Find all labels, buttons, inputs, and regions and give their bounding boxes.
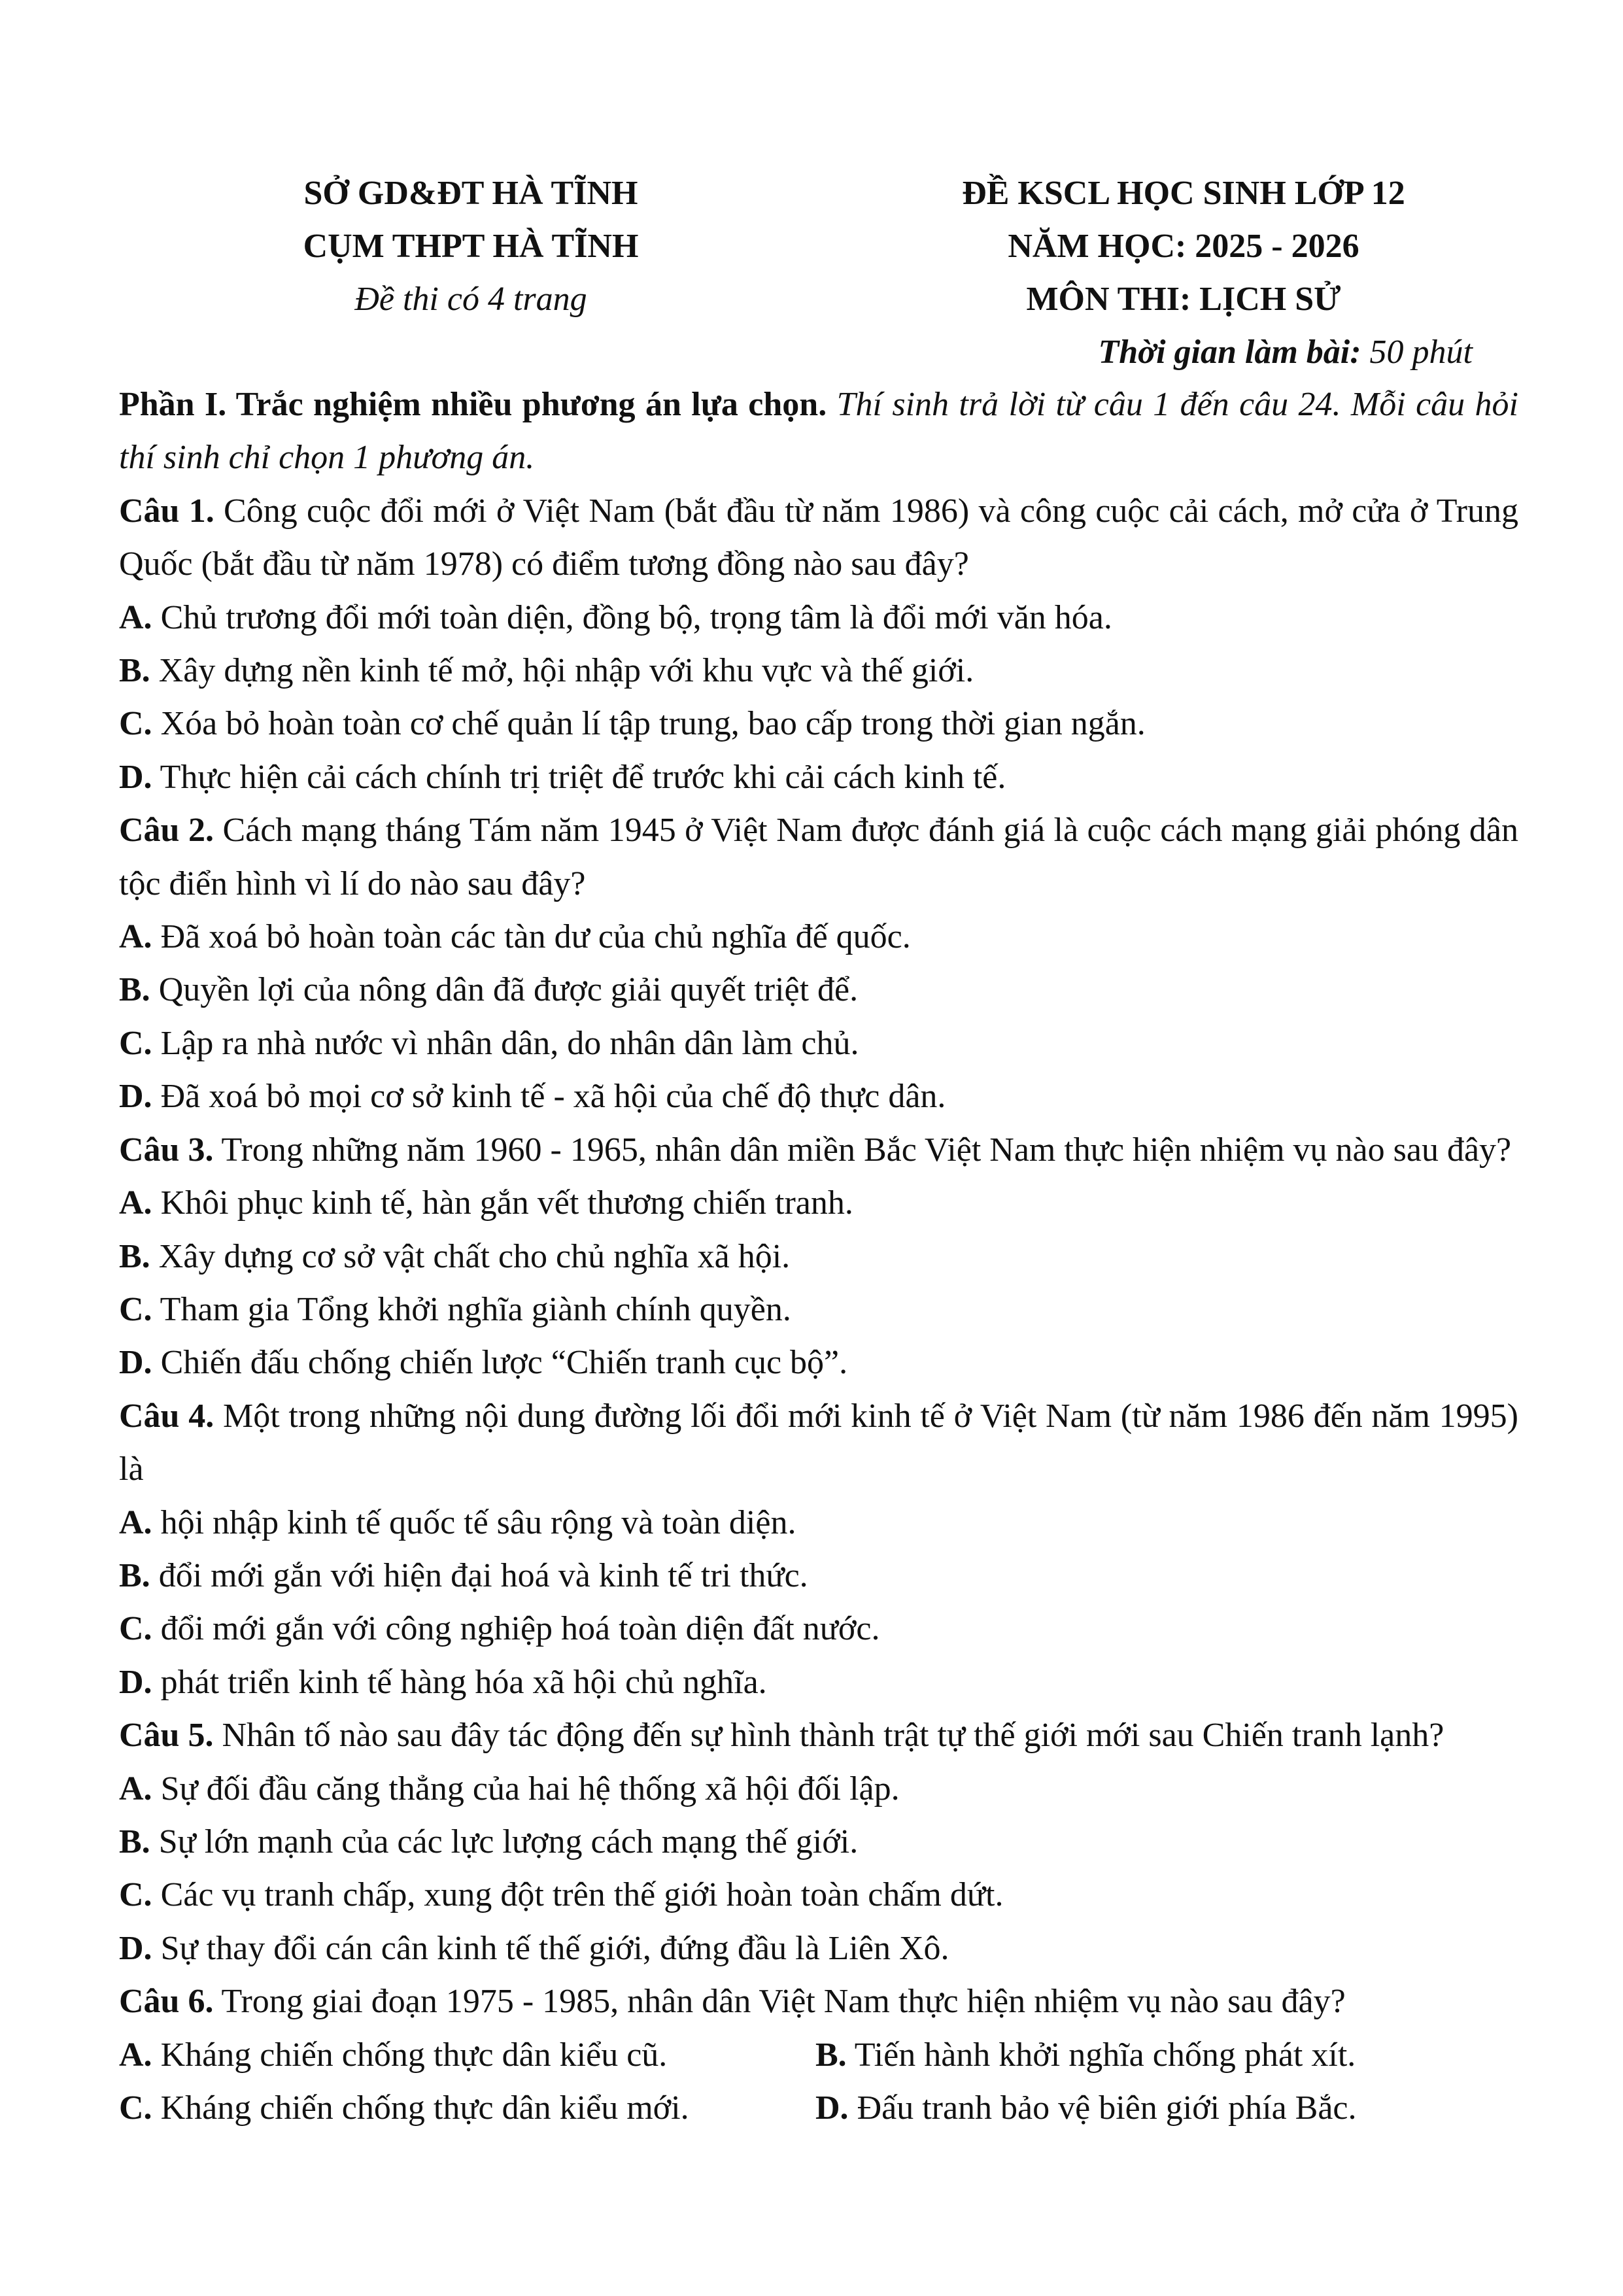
time-value: 50 phút [1361, 334, 1473, 371]
option-a [119, 910, 1518, 963]
part1-title: Phần I. Trắc nghiệm nhiều phương án lựa chọn. [119, 386, 827, 423]
question-label: Câu 1. [119, 492, 214, 530]
option-text: Các vụ tranh chấp, xung đột trên thế giới hoàn toàn chấm dứt. [152, 1876, 1004, 1914]
header-left [216, 167, 726, 326]
question-text: Nhân tố nào sau đây tác động đến sự hình thành trật tự thế giới mới sau Chiến tranh lạnh? [213, 1717, 1444, 1755]
question-label: Câu 5. [119, 1717, 214, 1755]
question-text: Cách mạng tháng Tám năm 1945 ở Việt Nam được đánh giá là cuộc cách mạng giải phóng dân tộc điển hình vì lí do nào sau đây? [119, 812, 1518, 902]
option-label: C. [119, 1024, 152, 1062]
part1-instruction: Thí sinh trả lời từ câu 1 đến câu 24. Mỗi câu hỏi thí sinh chỉ chọn 1 phương án. [119, 386, 1518, 477]
option-a [119, 1762, 1518, 1815]
options-row-cd [119, 2082, 1518, 2134]
option-c [119, 2082, 815, 2134]
question-5 [119, 1709, 1518, 1762]
option-label: C. [119, 1290, 152, 1328]
option-text: Sự lớn mạnh của các lực lượng cách mạng thế giới. [150, 1823, 859, 1860]
option-text: Chủ trương đổi mới toàn diện, đồng bộ, trọng tâm là đổi mới văn hóa. [152, 598, 1112, 636]
option-label: A. [119, 1184, 152, 1222]
option-d [815, 2082, 1357, 2134]
question-label: Câu 3. [119, 1131, 214, 1169]
option-text: Sự đối đầu căng thẳng của hai hệ thống xã hội đối lập. [152, 1770, 900, 1808]
question-2 [119, 804, 1518, 910]
option-label: D. [119, 1929, 152, 1967]
option-text: Thực hiện cải cách chính trị triệt để trước khi cải cách kinh tế. [152, 758, 1006, 796]
option-text: Đã xoá bỏ mọi cơ sở kinh tế - xã hội của chế độ thực dân. [152, 1078, 946, 1116]
option-label: B. [119, 971, 150, 1009]
subject: MÔN THI: LỊCH SỬ [1026, 281, 1341, 318]
option-b [119, 1230, 1518, 1283]
option-b [119, 644, 1518, 697]
option-text: Đấu tranh bảo vệ biên giới phía Bắc. [848, 2089, 1357, 2127]
exam-content [119, 378, 1518, 2134]
option-b [119, 963, 1518, 1016]
option-text: phát triển kinh tế hàng hóa xã hội chủ nghĩa. [152, 1663, 767, 1701]
option-label: B. [815, 2036, 847, 2074]
option-label: D. [119, 1344, 152, 1382]
option-a [119, 591, 1518, 644]
part1-heading [119, 378, 1518, 485]
option-d [119, 751, 1518, 804]
option-text: Khôi phục kinh tế, hàn gắn vết thương chiến tranh. [152, 1184, 853, 1222]
option-a [119, 1176, 1518, 1229]
option-text: Tiến hành khởi nghĩa chống phát xít. [846, 2036, 1356, 2074]
question-text: Trong giai đoạn 1975 - 1985, nhân dân Việt Nam thực hiện nhiệm vụ nào sau đây? [213, 1983, 1346, 2021]
option-text: Đã xoá bỏ hoàn toàn các tàn dư của chủ nghĩa đế quốc. [152, 918, 911, 956]
option-text: Tham gia Tổng khởi nghĩa giành chính quyền. [152, 1290, 791, 1328]
option-label: B. [119, 1556, 150, 1594]
option-d [119, 1656, 1518, 1709]
option-c [119, 697, 1518, 750]
option-text: Lập ra nhà nước vì nhân dân, do nhân dân làm chủ. [152, 1024, 859, 1062]
option-label: B. [119, 652, 150, 690]
option-label: D. [119, 1078, 152, 1116]
option-label: A. [119, 2036, 152, 2074]
option-label: D. [815, 2089, 849, 2127]
pages-note: Đề thi có 4 trang [354, 281, 587, 318]
exam-title: ĐỀ KSCL HỌC SINH LỚP 12 [962, 175, 1405, 212]
option-label: A. [119, 1770, 152, 1808]
option-text: đổi mới gắn với hiện đại hoá và kinh tế tri thức. [150, 1556, 808, 1594]
option-text: Chiến đấu chống chiến lược “Chiến tranh cục bộ”. [152, 1344, 848, 1382]
option-label: B. [119, 1823, 150, 1860]
question-3 [119, 1123, 1518, 1176]
option-text: Sự thay đổi cán cân kinh tế thế giới, đứng đầu là Liên Xô. [152, 1929, 949, 1967]
option-text: hội nhập kinh tế quốc tế sâu rộng và toàn diện. [152, 1503, 796, 1541]
option-a [119, 2029, 815, 2082]
option-label: D. [119, 1663, 152, 1701]
option-d [119, 1336, 1518, 1389]
time-label: Thời gian làm bài: [1098, 334, 1361, 371]
school-cluster: CỤM THPT HÀ TĨNH [303, 228, 639, 265]
option-label: C. [119, 705, 152, 743]
question-text: Công cuộc đổi mới ở Việt Nam (bắt đầu từ năm 1986) và công cuộc cải cách, mở cửa ở Trung Quốc (bắt đầu từ năm 1978) có điểm tương đồng nào sau đây? [119, 492, 1518, 583]
option-text: Xóa bỏ hoàn toàn cơ chế quản lí tập trung, bao cấp trong thời gian ngắn. [152, 705, 1146, 743]
option-label: C. [119, 2089, 152, 2127]
option-text: đổi mới gắn với công nghiệp hoá toàn diện đất nước. [152, 1610, 880, 1648]
option-d [119, 1070, 1518, 1123]
option-label: D. [119, 758, 152, 796]
time-limit [863, 326, 1504, 379]
option-text: Kháng chiến chống thực dân kiểu mới. [152, 2089, 689, 2127]
question-text: Một trong những nội dung đường lối đổi mới kinh tế ở Việt Nam (từ năm 1986 đến năm 1995) là [119, 1397, 1518, 1488]
option-text: Xây dựng cơ sở vật chất cho chủ nghĩa xã hội. [150, 1237, 791, 1275]
school-year: NĂM HỌC: 2025 - 2026 [1008, 228, 1359, 265]
option-b [815, 2029, 1356, 2082]
option-c [119, 1017, 1518, 1070]
question-6 [119, 1975, 1518, 2028]
option-label: A. [119, 1503, 152, 1541]
option-label: B. [119, 1237, 150, 1275]
option-label: A. [119, 918, 152, 956]
question-4 [119, 1390, 1518, 1496]
question-label: Câu 2. [119, 812, 214, 849]
option-text: Kháng chiến chống thực dân kiểu cũ. [152, 2036, 668, 2074]
option-d [119, 1922, 1518, 1975]
option-c [119, 1868, 1518, 1921]
question-label: Câu 4. [119, 1397, 214, 1435]
question-text: Trong những năm 1960 - 1965, nhân dân miền Bắc Việt Nam thực hiện nhiệm vụ nào sau đây? [213, 1131, 1512, 1169]
exam-header [0, 167, 1623, 376]
header-right [863, 167, 1504, 379]
option-b [119, 1815, 1518, 1868]
department-name: SỞ GD&ĐT HÀ TĨNH [303, 175, 638, 212]
option-label: C. [119, 1876, 152, 1914]
options-row-ab [119, 2029, 1518, 2082]
option-label: C. [119, 1610, 152, 1648]
option-a [119, 1496, 1518, 1549]
option-c [119, 1283, 1518, 1336]
option-c [119, 1602, 1518, 1655]
question-label: Câu 6. [119, 1983, 214, 2021]
option-b [119, 1549, 1518, 1602]
option-text: Quyền lợi của nông dân đã được giải quyết triệt để. [150, 971, 859, 1009]
option-text: Xây dựng nền kinh tế mở, hội nhập với khu vực và thế giới. [150, 652, 974, 690]
question-1 [119, 485, 1518, 591]
option-label: A. [119, 598, 152, 636]
